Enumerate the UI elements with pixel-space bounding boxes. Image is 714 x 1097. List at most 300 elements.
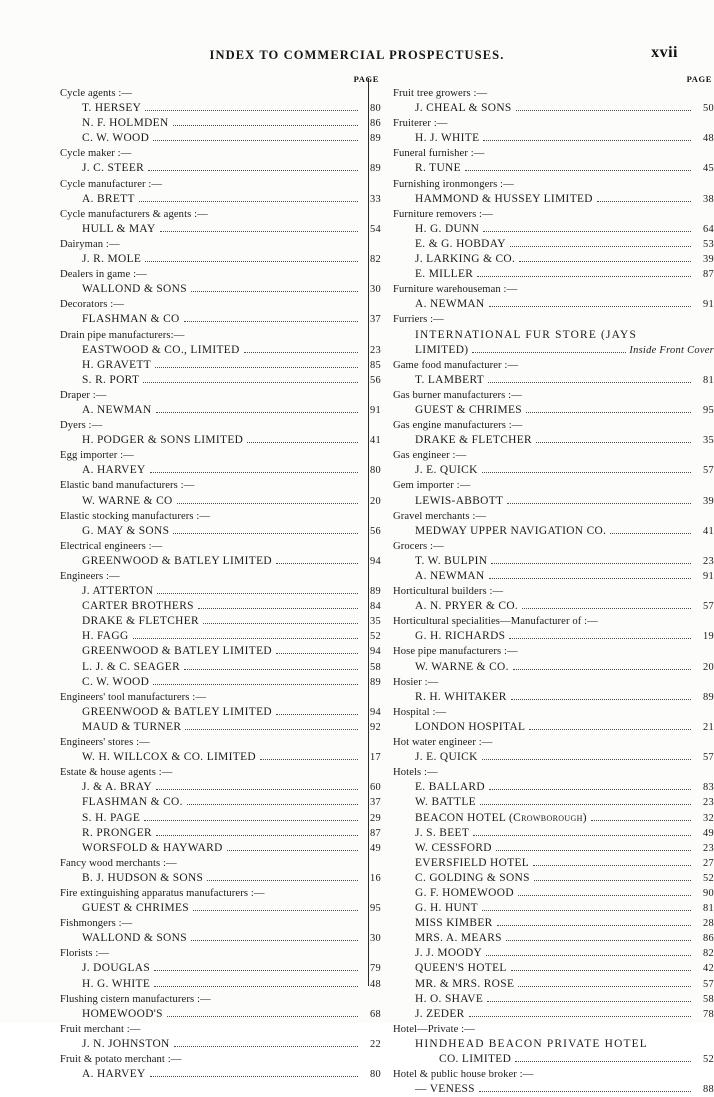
- index-entry: [393, 977, 714, 992]
- entry-name: J. DOUGLAS: [82, 962, 151, 975]
- entry-page-number: 87: [703, 269, 714, 281]
- entry-page-number: 37: [370, 797, 381, 809]
- entry-page-number: 39: [703, 495, 714, 507]
- category-heading: [393, 312, 714, 327]
- category-heading: [60, 207, 381, 222]
- category-heading: [60, 1052, 381, 1067]
- entry-page-number: 89: [370, 676, 381, 688]
- entry-name: J. E. QUICK: [415, 751, 478, 764]
- dot-leader: [187, 803, 358, 805]
- dot-leader: [488, 381, 691, 383]
- category-heading-label: Hose pipe manufacturers :—: [393, 646, 518, 658]
- dot-leader: [174, 1045, 358, 1047]
- dot-leader: [173, 124, 358, 126]
- category-heading-label: Cycle maker :—: [60, 148, 132, 160]
- entry-name: H. G. WHITE: [82, 977, 151, 990]
- right-page-label: PAGE: [686, 74, 712, 84]
- category-heading: [60, 916, 381, 931]
- category-heading: [393, 418, 714, 433]
- entry-name: G. F. HOMEWOOD: [415, 886, 514, 899]
- index-entry: [393, 373, 714, 388]
- dot-leader: [486, 954, 691, 956]
- dot-leader: [534, 879, 691, 881]
- entry-name: — VENESS: [415, 1083, 475, 1096]
- category-heading: [393, 765, 714, 780]
- entry-name: E. & G. HOBDAY: [415, 237, 506, 250]
- category-heading: [60, 856, 381, 871]
- entry-page-number: 23: [370, 344, 381, 356]
- dot-leader: [511, 969, 691, 971]
- index-entry: [60, 1037, 381, 1052]
- index-entry: [393, 297, 714, 312]
- entry-page-number: 20: [370, 495, 381, 507]
- category-heading: [393, 388, 714, 403]
- category-heading: [60, 478, 381, 493]
- entry-name: MR. & MRS. ROSE: [415, 977, 515, 990]
- entry-page-number: 81: [703, 903, 714, 915]
- index-entry: [393, 690, 714, 705]
- dot-leader: [276, 652, 358, 654]
- entry-name: INTERNATIONAL FUR STORE (JAYS: [415, 328, 638, 341]
- entry-name: J. N. JOHNSTON: [82, 1037, 170, 1050]
- entry-name: J. C. STEER: [82, 162, 145, 175]
- entry-page-number: 89: [370, 586, 381, 598]
- index-entry: [60, 358, 381, 373]
- category-heading-label: Fruit merchant :—: [60, 1023, 141, 1035]
- left-column: [60, 74, 381, 1097]
- entry-name: J. S. BEET: [415, 826, 470, 839]
- entry-page-number: 68: [370, 1008, 381, 1020]
- dot-leader: [167, 1015, 358, 1017]
- category-heading: [393, 358, 714, 373]
- entry-name: QUEEN'S HOTEL: [415, 962, 507, 975]
- category-heading-label: Engineers' tool manufacturers :—: [60, 691, 207, 703]
- dot-leader: [511, 698, 691, 700]
- dot-leader: [191, 939, 358, 941]
- dot-leader: [157, 592, 358, 594]
- entry-page-number: 82: [370, 254, 381, 266]
- dot-leader: [145, 109, 358, 111]
- category-heading-label: Cycle manufacturers & agents :—: [60, 208, 208, 220]
- entry-page-number: 60: [370, 782, 381, 794]
- index-entry: [393, 901, 714, 916]
- category-heading-label: Fishmongers :—: [60, 918, 133, 930]
- index-entry: [60, 494, 381, 509]
- index-entry: [60, 780, 381, 795]
- category-heading: [60, 328, 381, 343]
- entry-name: A. HARVEY: [82, 464, 146, 477]
- entry-name: H. O. SHAVE: [415, 992, 484, 1005]
- entry-name: DRAKE & FLETCHER: [82, 615, 199, 628]
- category-heading: [60, 765, 381, 780]
- entry-name: WALLOND & SONS: [82, 932, 187, 945]
- index-entry: [393, 599, 714, 614]
- index-entry: [393, 494, 714, 509]
- entry-page-number: 48: [703, 133, 714, 145]
- dot-leader: [597, 200, 691, 202]
- category-heading: [393, 448, 714, 463]
- entry-name: GREENWOOD & BATLEY LIMITED: [82, 645, 272, 658]
- dot-leader: [148, 169, 358, 171]
- dot-leader: [143, 381, 358, 383]
- entry-page-number: 41: [703, 525, 714, 537]
- entry-name: J. ZEDER: [415, 1007, 465, 1020]
- entry-page-number: 39: [703, 254, 714, 266]
- entry-name: S. H. PAGE: [82, 811, 141, 824]
- index-entry: [60, 720, 381, 735]
- category-heading: [60, 992, 381, 1007]
- category-heading-label: Gem importer :—: [393, 480, 471, 492]
- entry-page-number: 23: [703, 797, 714, 809]
- category-heading-label: Estate & house agents :—: [60, 767, 173, 779]
- index-entry: [393, 554, 714, 569]
- entry-page-number: 41: [370, 435, 381, 447]
- index-entry: [393, 222, 714, 237]
- dot-leader: [533, 864, 691, 866]
- dot-leader: [276, 562, 358, 564]
- index-entry: [393, 524, 714, 539]
- entry-name: A. BRETT: [82, 192, 135, 205]
- entry-page-number: 32: [703, 812, 714, 824]
- entry-name: J. CHEAL & SONS: [415, 102, 512, 115]
- entry-name: GREENWOOD & BATLEY LIMITED: [82, 705, 272, 718]
- entry-page-number: 48: [370, 978, 381, 990]
- index-entry: [393, 916, 714, 931]
- dot-leader: [472, 351, 626, 353]
- entry-name: R. H. WHITAKER: [415, 690, 507, 703]
- entry-name: LEWIS-ABBOTT: [415, 494, 504, 507]
- dot-leader: [489, 788, 691, 790]
- dot-leader: [156, 834, 358, 836]
- entry-name: C. GOLDING & SONS: [415, 871, 530, 884]
- index-entry: [393, 946, 714, 961]
- category-heading-label: Engineers :—: [60, 571, 120, 582]
- index-entry: [60, 705, 381, 720]
- index-entry: [393, 192, 714, 207]
- entry-page-number: 90: [703, 887, 714, 899]
- index-entry: [60, 811, 381, 826]
- entry-page-number: 81: [703, 374, 714, 386]
- entry-page-number: 53: [703, 238, 714, 250]
- category-heading: [60, 886, 381, 901]
- entry-page-number: 80: [370, 1069, 381, 1081]
- dot-leader: [491, 562, 691, 564]
- category-heading-label: Florists :—: [60, 948, 110, 960]
- dot-leader: [518, 985, 691, 987]
- entry-name: EASTWOOD & CO., LIMITED: [82, 343, 240, 356]
- entry-name: A. NEWMAN: [415, 298, 485, 311]
- entry-name: MAUD & TURNER: [82, 720, 182, 733]
- dot-leader: [184, 668, 358, 670]
- category-heading: [60, 1022, 381, 1037]
- dot-leader: [610, 532, 691, 534]
- entry-page-number: 89: [370, 133, 381, 145]
- dot-leader: [469, 1015, 691, 1017]
- category-heading: [60, 297, 381, 312]
- entry-name: E. BALLARD: [415, 781, 485, 794]
- entry-name: WORSFOLD & HAYWARD: [82, 841, 223, 854]
- entry-page-number: 91: [703, 299, 714, 311]
- index-entry: [393, 101, 714, 116]
- index-entry: [393, 660, 714, 675]
- category-heading: [60, 735, 381, 750]
- entry-page-number: 58: [703, 993, 714, 1005]
- category-heading: [393, 478, 714, 493]
- entry-page-number: 91: [370, 404, 381, 416]
- dot-leader: [483, 230, 691, 232]
- index-entry: [60, 524, 381, 539]
- category-heading: [393, 584, 714, 599]
- category-heading-label: Elastic band manufacturers :—: [60, 480, 195, 492]
- dot-leader: [144, 819, 358, 821]
- category-heading-label: Hotel—Private :—: [393, 1023, 475, 1035]
- entry-page-number: 35: [370, 616, 381, 628]
- dot-leader: [641, 337, 691, 338]
- index-entry: [393, 131, 714, 146]
- index-entry: [60, 282, 381, 297]
- index-entry: [60, 795, 381, 810]
- category-heading: [60, 388, 381, 403]
- index-entry: [393, 463, 714, 478]
- category-heading: [393, 86, 714, 101]
- category-heading: [60, 267, 381, 282]
- dot-leader: [247, 441, 358, 443]
- category-heading-label: Fruit & potato merchant :—: [60, 1054, 182, 1065]
- dot-leader: [515, 1060, 691, 1062]
- category-heading: [393, 509, 714, 524]
- entry-page-number: 94: [370, 646, 381, 658]
- entry-name: GUEST & CHRIMES: [82, 902, 189, 915]
- entry-name: MISS KIMBER: [415, 917, 493, 930]
- page-title: INDEX TO COMMERCIAL PROSPECTUSES.: [209, 48, 505, 62]
- index-entry: [60, 463, 381, 478]
- category-heading-label: Drain pipe manufacturers:—: [60, 329, 185, 341]
- category-heading: [60, 509, 381, 524]
- dot-leader: [652, 1046, 691, 1047]
- entry-page-number: 52: [370, 631, 381, 643]
- entry-name: BEACON HOTEL (Crowborough): [415, 811, 587, 824]
- entry-page-number: 79: [370, 963, 381, 975]
- entry-page-number: 57: [703, 465, 714, 477]
- category-heading-label: Hotels :—: [393, 767, 438, 779]
- entry-page-number: 86: [370, 118, 381, 130]
- entry-page-number: 95: [370, 903, 381, 915]
- entry-page-number: 28: [703, 918, 714, 930]
- dot-leader: [150, 1075, 358, 1077]
- category-heading-label: Gravel merchants :—: [393, 510, 487, 522]
- entry-name: FLASHMAN & CO.: [82, 796, 183, 809]
- index-entry: [393, 629, 714, 644]
- index-entry: [393, 1007, 714, 1022]
- entry-name: J. & A. BRAY: [82, 781, 152, 794]
- entry-name: J. J. MOODY: [415, 947, 483, 960]
- category-heading: [393, 675, 714, 690]
- category-heading-label: Furniture removers :—: [393, 208, 493, 220]
- category-heading: [393, 539, 714, 554]
- category-heading-label: Draper :—: [60, 389, 107, 401]
- index-entry: [393, 992, 714, 1007]
- index-entry: [60, 222, 381, 237]
- index-entry: [60, 660, 381, 675]
- entry-name: J. E. QUICK: [415, 464, 478, 477]
- category-heading-label: Hospital :—: [393, 706, 447, 718]
- category-heading-label: Gas burner manufacturers :—: [393, 389, 522, 401]
- entry-page-number: 86: [703, 933, 714, 945]
- entry-name: J. ATTERTON: [82, 585, 154, 598]
- dot-leader: [203, 622, 358, 624]
- index-entry: [60, 961, 381, 976]
- entry-name: T. W. BULPIN: [415, 554, 488, 567]
- entry-page-number: 88: [703, 1084, 714, 1096]
- entry-name: CO. LIMITED: [439, 1053, 512, 1065]
- dot-leader: [150, 471, 358, 473]
- index-entry: [393, 811, 714, 826]
- entry-page-number: 58: [370, 661, 381, 673]
- entry-name: DRAKE & FLETCHER: [415, 434, 532, 447]
- entry-name: J. R. MOLE: [82, 253, 142, 266]
- entry-name: H. PODGER & SONS LIMITED: [82, 434, 244, 447]
- entry-page-number: 19: [703, 631, 714, 643]
- entry-name: G. MAY & SONS: [82, 524, 170, 537]
- left-page-label: PAGE: [353, 74, 379, 84]
- entry-page-number: 30: [370, 933, 381, 945]
- index-entry: [60, 977, 381, 992]
- entry-name: LIMITED): [415, 343, 469, 356]
- entry-page-number: 64: [703, 223, 714, 235]
- category-heading-label: Decorators :—: [60, 299, 124, 311]
- dot-leader: [145, 260, 358, 262]
- category-heading-label: Dairyman :—: [60, 238, 120, 250]
- index-entry: [393, 886, 714, 901]
- entry-page-number: 52: [703, 1054, 714, 1065]
- dot-leader: [513, 668, 691, 670]
- index-entry: [393, 433, 714, 448]
- entry-page-number: 56: [370, 525, 381, 537]
- entry-page-number: 94: [370, 706, 381, 718]
- category-heading-label: Horticultural specialities—Manufacturer of :—: [393, 616, 598, 628]
- category-heading: [60, 690, 381, 705]
- category-heading-label: Furniture warehouseman :—: [393, 284, 518, 296]
- category-heading: [393, 1022, 714, 1037]
- dot-leader: [184, 320, 358, 322]
- entry-name: A. NEWMAN: [415, 570, 485, 582]
- dot-leader: [526, 411, 691, 413]
- entry-name: S. R. PORT: [82, 373, 140, 386]
- index-entry: [60, 252, 381, 267]
- right-column: [393, 74, 714, 1097]
- entry-page-number: 95: [703, 404, 714, 416]
- left-entry-list: [60, 86, 381, 1082]
- entry-name: R. PRONGER: [82, 826, 152, 839]
- dot-leader: [479, 1090, 691, 1092]
- index-entry: [393, 871, 714, 886]
- index-entry: [393, 237, 714, 252]
- entry-page-number: 57: [703, 601, 714, 613]
- entry-page-number: 49: [703, 827, 714, 839]
- index-entry: [393, 931, 714, 946]
- dot-leader: [185, 728, 358, 730]
- entry-page-number: 21: [703, 721, 714, 733]
- dot-leader: [160, 230, 358, 232]
- category-heading: [393, 614, 714, 629]
- dot-leader: [487, 1000, 691, 1002]
- index-entry: [60, 403, 381, 418]
- index-entry: [60, 675, 381, 690]
- entry-page-number: 23: [703, 842, 714, 854]
- category-heading: [393, 644, 714, 659]
- dot-leader: [193, 909, 358, 911]
- dot-leader: [518, 894, 691, 896]
- dot-leader: [473, 834, 691, 836]
- dot-leader: [489, 577, 691, 579]
- index-entry: [60, 644, 381, 659]
- index-entry: [60, 750, 381, 765]
- entry-name: L. J. & C. SEAGER: [82, 660, 181, 673]
- dot-leader: [227, 849, 358, 851]
- entry-name: G. H. HUNT: [415, 902, 478, 915]
- category-heading-label: Hosier :—: [393, 676, 439, 688]
- folio-number: xvii: [651, 44, 678, 61]
- dot-leader: [522, 607, 691, 609]
- entry-name: FLASHMAN & CO: [82, 313, 180, 326]
- index-entry: [60, 931, 381, 946]
- index-entry: [393, 795, 714, 810]
- entry-name: MEDWAY UPPER NAVIGATION CO.: [415, 524, 607, 537]
- category-heading: [393, 146, 714, 161]
- dot-leader: [496, 849, 691, 851]
- page-header: [0, 48, 714, 70]
- category-heading: [60, 946, 381, 961]
- entry-page-number: 23: [703, 555, 714, 567]
- entry-name: C. W. WOOD: [82, 132, 150, 145]
- dot-leader: [154, 985, 358, 987]
- dot-leader: [489, 305, 691, 307]
- entry-page-number: 49: [370, 842, 381, 854]
- index-entry: [393, 252, 714, 267]
- entry-page-number: 54: [370, 223, 381, 235]
- dot-leader: [198, 607, 358, 609]
- entry-name: CARTER BROTHERS: [82, 600, 194, 613]
- index-entry: [393, 961, 714, 976]
- dot-leader: [276, 713, 358, 715]
- entry-name: HINDHEAD BEACON PRIVATE HOTEL: [415, 1037, 648, 1050]
- entry-name: W. BATTLE: [415, 796, 476, 809]
- entry-page-number: 91: [703, 571, 714, 582]
- entry-page-number: 56: [370, 374, 381, 386]
- index-entry: [393, 780, 714, 795]
- entry-name: W. WARNE & CO: [82, 494, 173, 507]
- entry-name: H. FAGG: [82, 630, 129, 643]
- index-entry: [393, 328, 714, 343]
- entry-page-number: 16: [370, 872, 381, 884]
- entry-name: H. GRAVETT: [82, 358, 152, 371]
- category-heading: [60, 448, 381, 463]
- dot-leader: [244, 351, 358, 353]
- category-heading-label: Fancy wood merchants :—: [60, 857, 177, 869]
- entry-name: H. J. WHITE: [415, 132, 480, 145]
- index-entry: [60, 116, 381, 131]
- category-heading: [60, 418, 381, 433]
- index-entry: [60, 433, 381, 448]
- category-heading-label: Hotel & public house broker :—: [393, 1069, 534, 1081]
- category-heading-label: Gas engine manufacturers :—: [393, 420, 523, 432]
- dot-leader: [260, 758, 358, 760]
- category-heading-label: Dealers in game :—: [60, 269, 147, 281]
- index-entry: [60, 599, 381, 614]
- category-heading: [393, 282, 714, 297]
- entry-page-number: 94: [370, 555, 381, 567]
- entry-page-number: 22: [370, 1038, 381, 1050]
